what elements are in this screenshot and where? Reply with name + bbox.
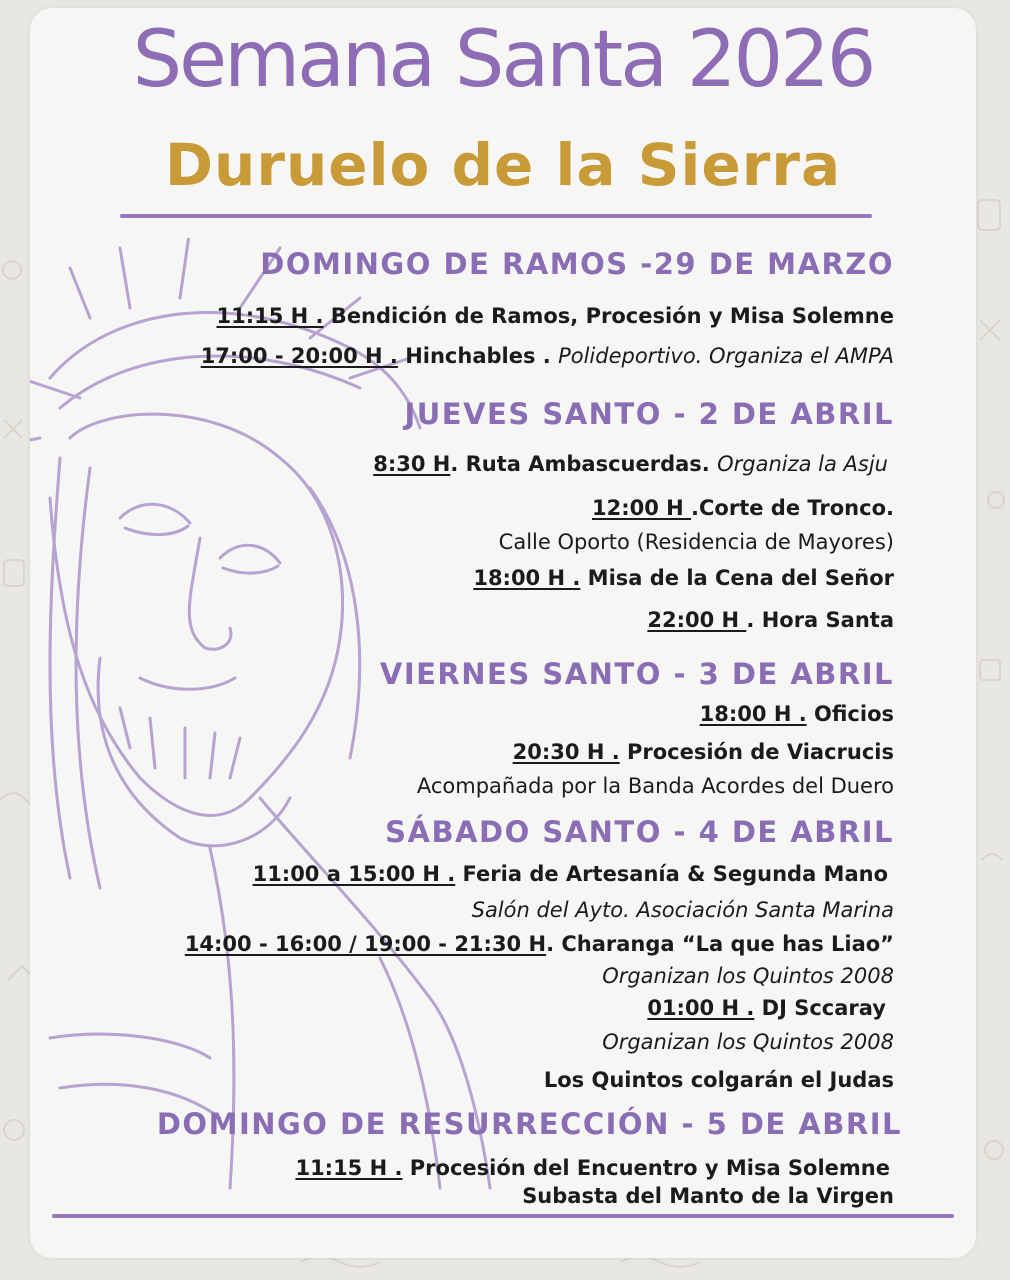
event-time: 18:00 H . (699, 702, 807, 726)
event-row (592, 494, 894, 522)
event-location: Salón del Ayto. Asociación Santa Marina (471, 898, 894, 922)
event-desc: Bendición de Ramos, Procesión y Misa Solemne (323, 304, 894, 328)
day-heading-domingo-ramos: DOMINGO DE RAMOS -29 DE MARZO (260, 247, 894, 281)
event-desc: . Ruta Ambascuerdas. (450, 452, 718, 476)
event-time: 11:15 H . (295, 1156, 403, 1180)
event-row (253, 860, 888, 888)
event-note: Organiza la Asju (717, 452, 888, 476)
event-note: Polideportivo. Organiza el AMPA (558, 344, 894, 368)
christ-sketch-illustration (30, 238, 550, 1198)
event-desc: Oficios (806, 702, 894, 726)
poster-title: Semana Santa 2026 (132, 15, 874, 105)
event-time: 01:00 H . (647, 996, 755, 1020)
event-desc: Feria de Artesanía & Segunda Mano (455, 862, 888, 886)
event-row (373, 450, 888, 478)
event-desc: Hinchables . (397, 344, 559, 368)
event-row (647, 994, 886, 1022)
event-note-judas: Los Quintos colgarán el Judas (543, 1068, 894, 1092)
divider-top (120, 214, 872, 218)
event-desc: Procesión del Encuentro y Misa Solemne (402, 1156, 890, 1180)
event-row (700, 700, 894, 728)
event-desc: .Corte de Tronco. (691, 496, 894, 520)
event-time: 17:00 - 20:00 H . (200, 344, 398, 368)
day-heading-viernes-santo: VIERNES SANTO - 3 DE ABRIL (379, 657, 894, 691)
day-heading-jueves-santo: JUEVES SANTO - 2 DE ABRIL (404, 397, 894, 431)
event-desc: . Charanga “La que has Liao” (546, 932, 894, 956)
event-time: 11:00 a 15:00 H . (252, 862, 456, 886)
event-desc: DJ Sccaray (754, 996, 886, 1020)
event-desc: . Hora Santa (746, 608, 894, 632)
event-time: 8:30 H (373, 452, 451, 476)
day-heading-domingo-resurreccion: DOMINGO DE RESURRECCIÓN - 5 DE ABRIL (156, 1107, 902, 1141)
day-heading-sabado-santo: SÁBADO SANTO - 4 DE ABRIL (385, 815, 894, 849)
event-location: Acompañada por la Banda Acordes del Duero (416, 774, 894, 798)
event-row (473, 564, 894, 592)
divider-bottom (52, 1214, 954, 1218)
event-time: 14:00 - 16:00 / 19:00 - 21:30 H (184, 932, 547, 956)
event-row (513, 738, 894, 766)
event-location: Calle Oporto (Residencia de Mayores) (498, 530, 894, 554)
event-desc: Misa de la Cena del Señor (580, 566, 894, 590)
event-organizer: Organizan los Quintos 2008 (602, 1030, 894, 1054)
event-time: 11:15 H . (216, 304, 324, 328)
event-row (185, 930, 894, 958)
event-time: 18:00 H . (473, 566, 581, 590)
poster-card (30, 8, 976, 1258)
event-organizer: Organizan los Quintos 2008 (602, 964, 894, 988)
poster-subtitle: Duruelo de la Sierra (164, 131, 842, 199)
event-time: 12:00 H (591, 496, 692, 520)
event-row (201, 342, 894, 370)
event-time: 20:30 H . (512, 740, 620, 764)
event-row (295, 1154, 890, 1182)
event-row (216, 302, 894, 330)
event-extra: Subasta del Manto de la Virgen (522, 1184, 894, 1208)
event-time: 22:00 H (647, 608, 747, 632)
event-desc: Procesión de Viacrucis (619, 740, 894, 764)
event-row (647, 606, 894, 634)
